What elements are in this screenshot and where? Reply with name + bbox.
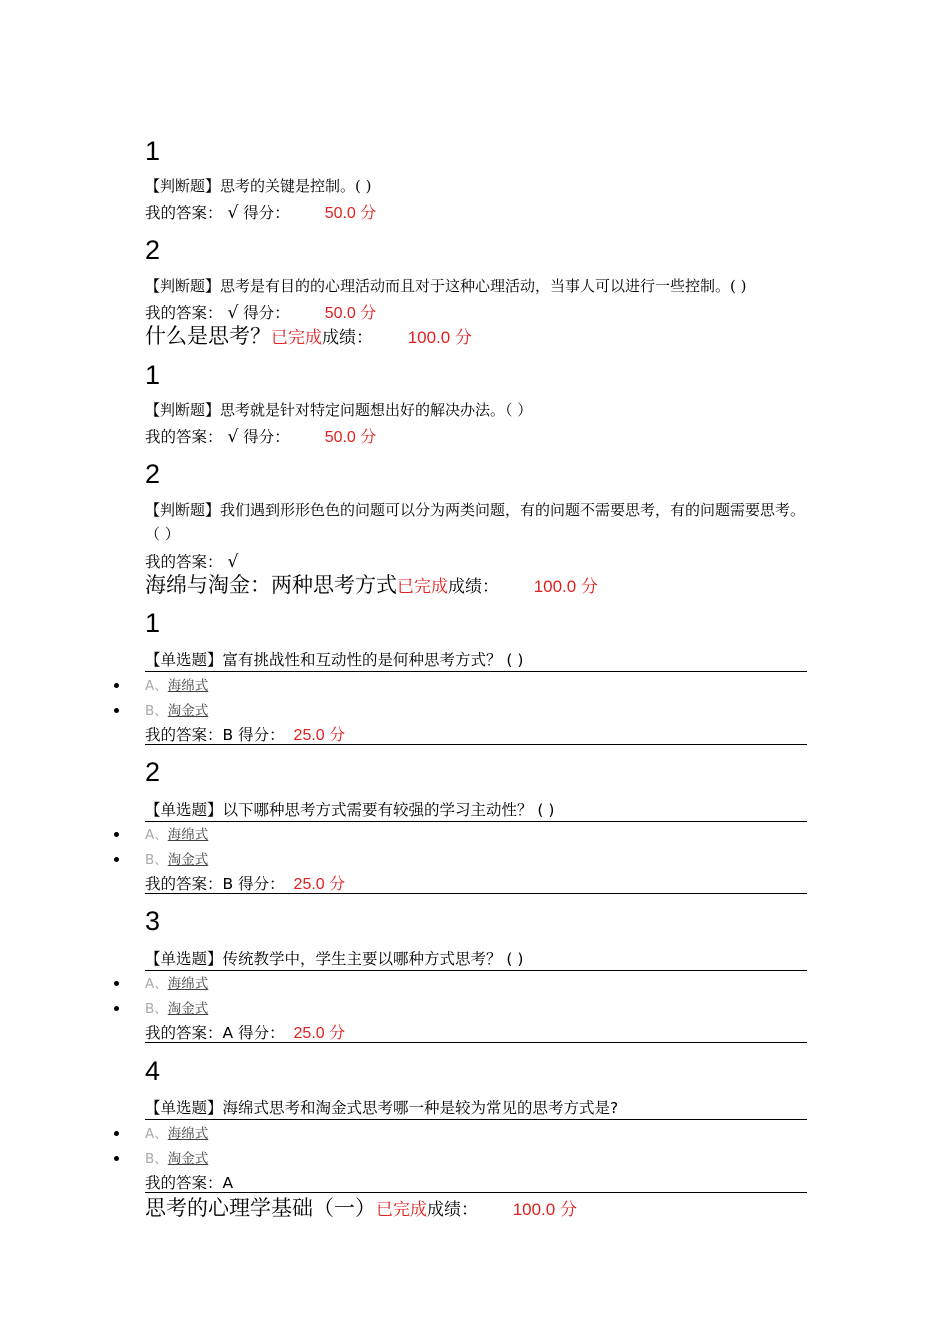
option-letter: A、 xyxy=(145,976,168,992)
option-text: 海绵式 xyxy=(167,976,209,992)
option-a[interactable] xyxy=(145,825,208,845)
section-status: 已完成 xyxy=(376,1200,427,1220)
score-label: 得分： xyxy=(243,304,290,322)
score-value: 25.0 分 xyxy=(293,1025,346,1042)
question-text: 【判断题】思考就是针对特定问题想出好的解决办法。（ ） xyxy=(145,401,533,419)
score-value: 50.0 分 xyxy=(324,205,377,222)
option-letter: A、 xyxy=(145,1126,168,1142)
divider xyxy=(145,1192,807,1193)
answer-value: √ xyxy=(227,203,239,223)
option-b[interactable] xyxy=(145,701,208,721)
my-answer-label: 我的答案： xyxy=(145,875,223,893)
question-text: 【判断题】思考是有目的的心理活动而且对于这种心理活动，当事人可以进行一些控制。( ) xyxy=(145,277,747,295)
section-heading xyxy=(145,571,598,601)
answer-line xyxy=(145,202,376,225)
section-score-label: 成绩： xyxy=(322,328,373,348)
section-score: 100.0 分 xyxy=(512,1200,577,1219)
answer-line xyxy=(145,551,238,573)
answer-value: B xyxy=(222,726,234,744)
option-text: 海绵式 xyxy=(167,1126,209,1142)
my-answer-label: 我的答案： xyxy=(145,428,223,446)
question-text: 【单选题】海绵式思考和淘金式思考哪一种是较为常见的思考方式是? xyxy=(145,1099,619,1117)
question-text: 【判断题】思考的关键是控制。( ) xyxy=(145,177,372,195)
my-answer-label: 我的答案： xyxy=(145,1024,223,1042)
answer-line xyxy=(145,426,376,449)
option-a[interactable] xyxy=(145,1124,208,1144)
bullet xyxy=(114,683,119,688)
answer-value: √ xyxy=(227,427,239,447)
my-answer-label: 我的答案： xyxy=(145,726,223,744)
section-status: 已完成 xyxy=(397,577,448,597)
score-label: 得分： xyxy=(238,1024,285,1042)
option-text: 海绵式 xyxy=(167,678,209,694)
section-status: 已完成 xyxy=(271,328,322,348)
option-b[interactable] xyxy=(145,850,208,870)
question-number: 1 xyxy=(145,136,161,166)
my-answer-label: 我的答案： xyxy=(145,1174,223,1192)
section-title: 海绵与淘金：两种思考方式 xyxy=(145,573,397,597)
option-letter: A、 xyxy=(145,827,168,843)
my-answer-label: 我的答案： xyxy=(145,304,223,322)
answer-value: A xyxy=(222,1024,234,1042)
option-letter: B、 xyxy=(145,852,168,868)
option-text: 淘金式 xyxy=(167,1001,209,1017)
divider xyxy=(145,893,807,894)
answer-value: B xyxy=(222,875,234,893)
question-number: 3 xyxy=(145,906,161,936)
score-value: 50.0 分 xyxy=(324,429,377,446)
option-letter: B、 xyxy=(145,1151,168,1167)
divider xyxy=(145,1042,807,1043)
option-text: 海绵式 xyxy=(167,827,209,843)
section-score: 100.0 分 xyxy=(407,328,472,347)
answer-line xyxy=(145,1172,233,1194)
divider xyxy=(145,671,807,672)
answer-value: √ xyxy=(227,552,239,572)
question-number: 4 xyxy=(145,1056,161,1086)
answer-value: √ xyxy=(227,303,239,323)
my-answer-label: 我的答案： xyxy=(145,553,223,571)
score-label: 得分： xyxy=(238,875,285,893)
question-text: 【单选题】富有挑战性和互动性的是何种思考方式？ ( ) xyxy=(145,651,524,669)
question-number: 1 xyxy=(145,608,161,638)
section-score: 100.0 分 xyxy=(533,577,598,596)
bullet xyxy=(114,1131,119,1136)
bullet xyxy=(114,832,119,837)
option-text: 淘金式 xyxy=(167,703,209,719)
option-text: 淘金式 xyxy=(167,852,209,868)
option-text: 淘金式 xyxy=(167,1151,209,1167)
option-a[interactable] xyxy=(145,676,208,696)
section-score-label: 成绩： xyxy=(448,577,499,597)
bullet xyxy=(114,1156,119,1161)
score-value: 50.0 分 xyxy=(324,305,377,322)
option-a[interactable] xyxy=(145,974,208,994)
section-score-label: 成绩： xyxy=(427,1200,478,1220)
divider xyxy=(145,970,807,971)
score-label: 得分： xyxy=(243,428,290,446)
divider xyxy=(145,821,807,822)
answer-value: A xyxy=(222,1174,234,1192)
score-value: 25.0 分 xyxy=(293,876,346,893)
question-text: 【单选题】传统教学中，学生主要以哪种方式思考？ ( ) xyxy=(145,950,524,968)
bullet xyxy=(114,708,119,713)
divider xyxy=(145,1119,807,1120)
option-letter: A、 xyxy=(145,678,168,694)
question-text: 【判断题】我们遇到形形色色的问题可以分为两类问题，有的问题不需要思考，有的问题需要思考。（ ） xyxy=(145,501,806,543)
option-b[interactable] xyxy=(145,1149,208,1169)
my-answer-label: 我的答案： xyxy=(145,204,223,222)
bullet xyxy=(114,857,119,862)
section-title: 什么是思考？ xyxy=(145,324,271,348)
score-label: 得分： xyxy=(243,204,290,222)
question-number: 1 xyxy=(145,360,161,390)
section-heading xyxy=(145,322,472,352)
section-heading xyxy=(145,1194,577,1224)
question-number: 2 xyxy=(145,235,161,265)
divider xyxy=(145,744,807,745)
option-b[interactable] xyxy=(145,999,208,1019)
question-number: 2 xyxy=(145,459,161,489)
bullet xyxy=(114,981,119,986)
section-title: 思考的心理学基础（一） xyxy=(145,1196,376,1220)
option-letter: B、 xyxy=(145,703,168,719)
question-text: 【单选题】以下哪种思考方式需要有较强的学习主动性？ ( ) xyxy=(145,801,555,819)
question-number: 2 xyxy=(145,757,161,787)
score-label: 得分： xyxy=(238,726,285,744)
option-letter: B、 xyxy=(145,1001,168,1017)
bullet xyxy=(114,1006,119,1011)
score-value: 25.0 分 xyxy=(293,727,346,744)
